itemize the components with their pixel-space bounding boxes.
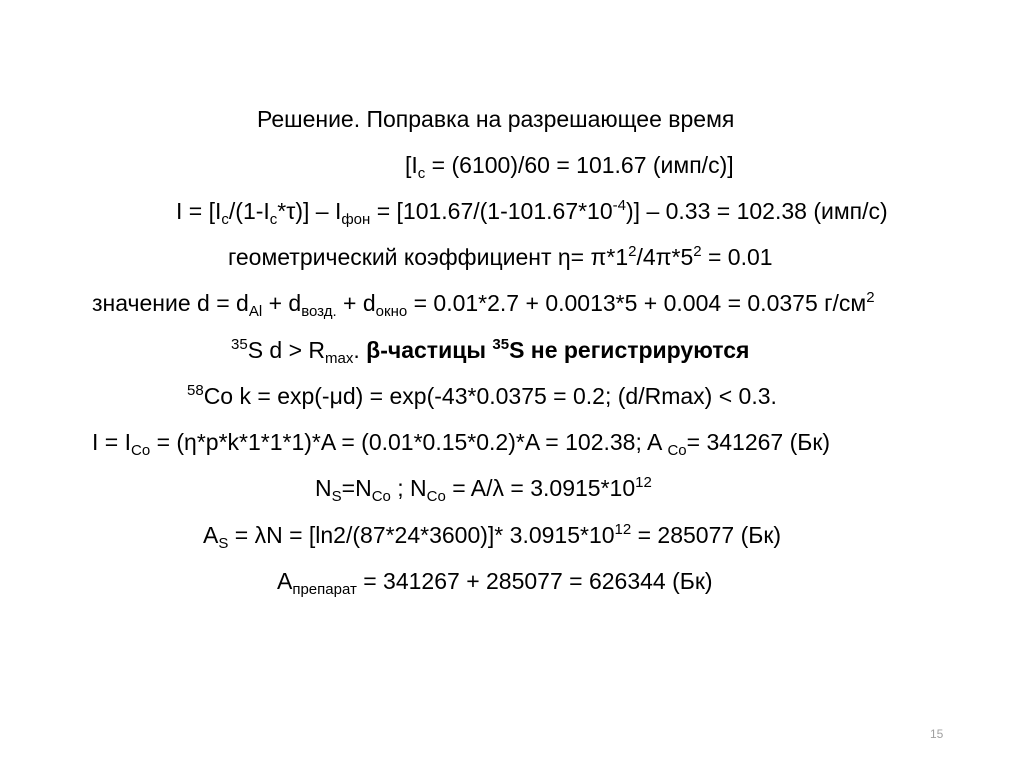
cobalt-activity-equation: $I = I_{Co} = (\eta*p*k*1*1*1)*A = (0.01*0.15*0.2)*A = 102.38$; A $_{Co}$= 341267 (Бк) xyxy=(92,429,831,459)
sulfur-note: $^{35}$S $d > R_{max}$. β-частицы $^{35}$S не регистрируются xyxy=(231,336,750,367)
sulfur-activity-equation: $A_S = \lambda N = [\ln 2/(87*24*3600)]*$ $3.0915*10^{12} = 285077$ (Бк) xyxy=(203,521,782,552)
thickness-equation: значение $d = d_{Al} + d_{возд.} + d_{окно} = 0.01*2.7 + 0.0013*5 + 0.004 = 0.0375$ $г/см^2$ xyxy=(92,289,875,320)
count-rate-equation: [$I_c = (6100)/60 = 101.67$ (имп/с)] xyxy=(405,152,734,182)
cobalt-attenuation-equation: $^{58}$Co k = exp(-μd) = exp(-43*0.0375 = 0.2; (d/Rmax) < 0.3. xyxy=(187,382,777,409)
total-activity-equation: $A_{препарат} = 341267 + 285077 = 626344$ (Бк) xyxy=(277,568,713,598)
geometric-factor-equation: геометрический коэффициент $\eta= \pi*1^2/4\pi*5^2 = 0.01$ xyxy=(228,243,773,270)
page-number: 15 xyxy=(930,727,944,741)
solution-title: Решение. Поправка на разрешающее время xyxy=(257,106,735,132)
dead-time-correction-equation: $I = [I_c/(1-I_c*\tau)] - I_{фон} = [101.67/(1-101.67*10^{-4})] - 0.33 = 102.38$ (имп/с) xyxy=(176,197,888,228)
atom-count-equation: $N_S=N_{Co}$ ; $N_{Co} = A/\lambda = 3.0915*10^{12}$ xyxy=(315,474,652,505)
